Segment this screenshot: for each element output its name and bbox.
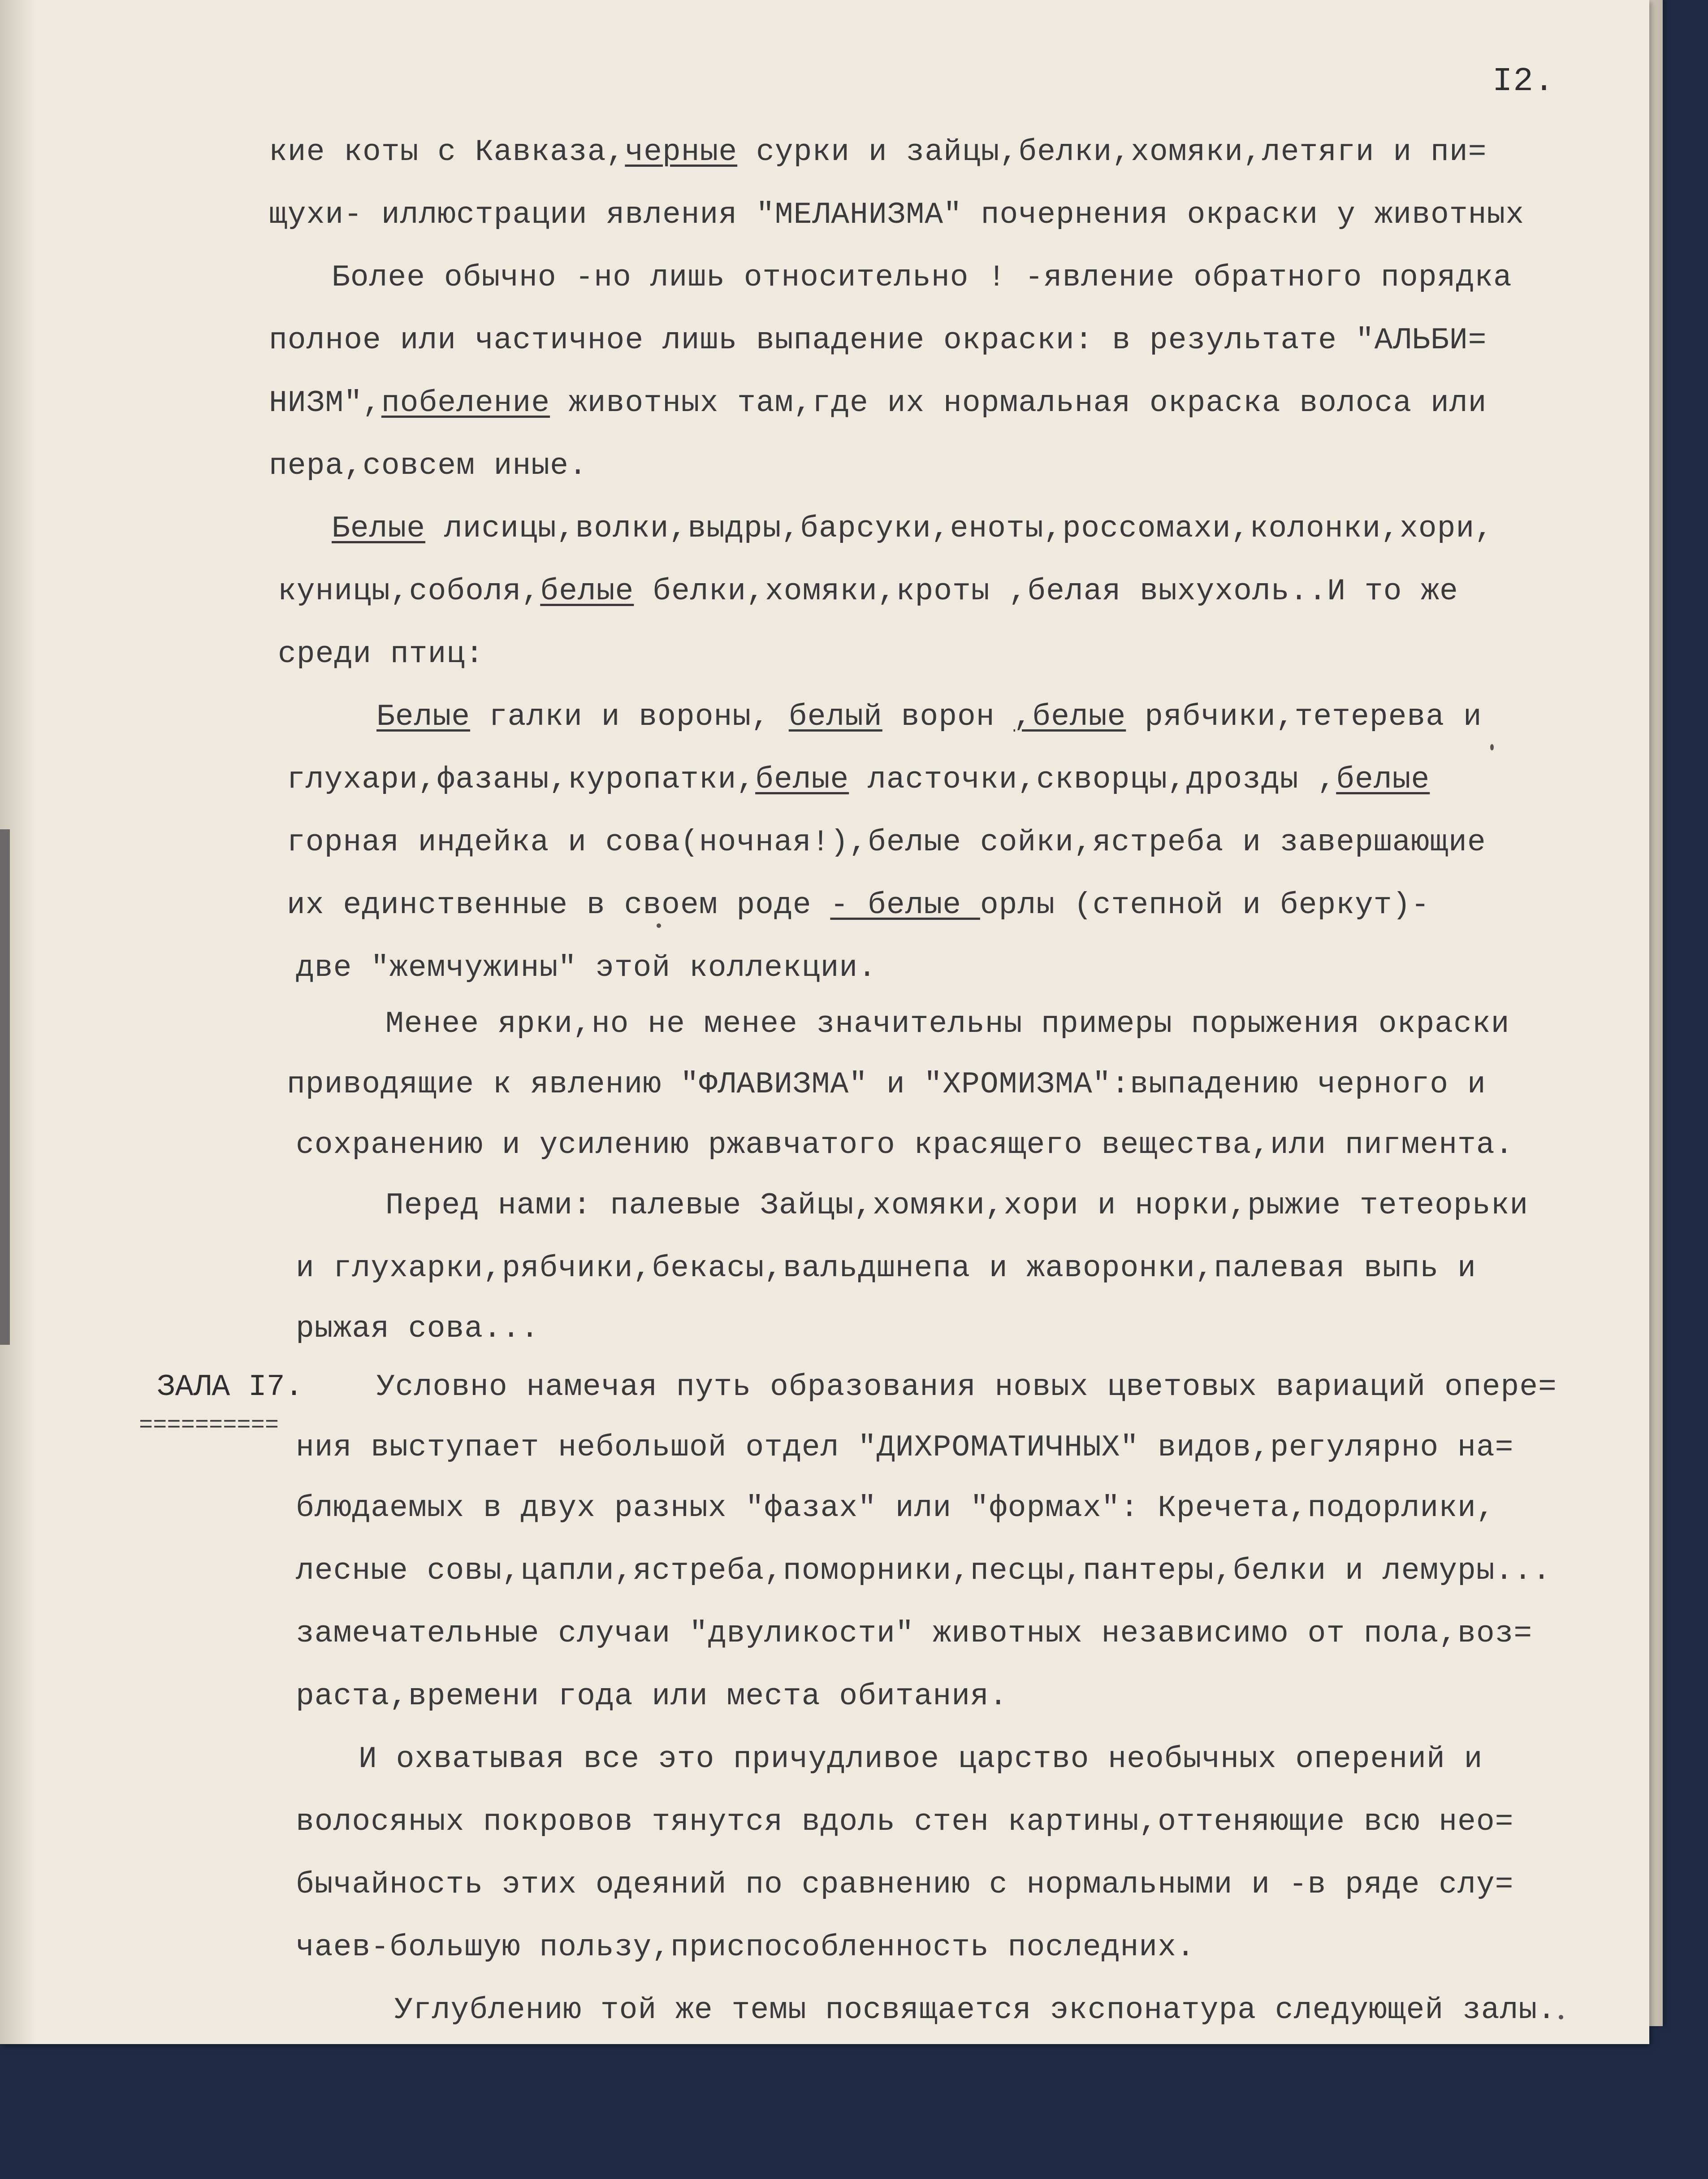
text-segment: среди птиц: (278, 637, 484, 671)
text-segment: приводящие к явлению "ФЛАВИЗМА" и "ХРОМИЗМА":выпадению черного и (287, 1067, 1486, 1102)
underlined-word: белый (788, 700, 882, 734)
text-segment: волосяных покровов тянутся вдоль стен картины,оттеняющие всю нео= (296, 1805, 1514, 1839)
page-number: I2. (1492, 63, 1555, 100)
text-segment: орлы (степной и беркут)- (980, 888, 1430, 923)
text-segment: кие коты с Кавказа, (269, 135, 625, 169)
text-line (296, 1679, 1008, 1715)
text-line (269, 323, 1487, 359)
ink-speck (1490, 744, 1494, 750)
text-line (394, 1993, 1556, 2028)
text-line (287, 1067, 1486, 1103)
text-segment: И охватывая все это причудливое царство необычных оперений и (359, 1742, 1483, 1776)
text-segment: их единственные в своем роде (287, 888, 830, 923)
text-segment: Менее ярки,но не менее значительны примеры порыжения окраски (385, 1007, 1510, 1041)
text-segment: раста,времени года или места обитания. (296, 1679, 1008, 1714)
text-line (332, 260, 1512, 296)
underlined-word: Белые (332, 511, 426, 546)
underlined-word: белые (540, 574, 634, 609)
text-segment: рыжая сова... (296, 1312, 540, 1346)
text-line (385, 1188, 1528, 1224)
text-segment: замечательные случаи "двуликости" животных независимо от пола,воз= (296, 1616, 1533, 1651)
text-segment: ния выступает небольшой отдел "ДИХРОМАТИЧНЫХ" видов,регулярно на= (296, 1430, 1514, 1465)
text-segment: пера,совсем иные. (269, 449, 588, 483)
text-line (359, 1741, 1483, 1777)
text-line (296, 1867, 1513, 1903)
text-segment: животных там,где их нормальная окраска волоса или (550, 386, 1487, 420)
text-segment: Более обычно -но лишь относительно ! -явление обратного порядка (332, 260, 1512, 295)
text-line (269, 386, 1487, 421)
text-segment: Перед нами: палевые Зайцы,хомяки,хори и норки,рыжие тетеорьки (385, 1188, 1529, 1223)
text-line (287, 762, 1430, 798)
text-line (287, 825, 1486, 861)
text-segment: и глухарки,рябчики,бекасы,вальдшнепа и жаворонки,палевая выпь и (296, 1251, 1476, 1286)
text-line (296, 1311, 540, 1347)
text-segment: белки,хомяки,кроты ,белая выхухоль..И то же (634, 574, 1458, 609)
binding-mark (0, 829, 10, 1345)
text-line (385, 1006, 1509, 1042)
text-line (296, 1127, 1513, 1163)
text-line (296, 1804, 1513, 1840)
text-segment: Условно намечая путь образования новых цветовых вариаций опере= (376, 1370, 1557, 1404)
underlined-word: побеление (381, 386, 550, 420)
text-segment: галки и вороны, (470, 700, 789, 734)
underlined-word: Белые (376, 700, 471, 734)
text-segment: лесные совы,цапли,ястреба,поморники,песцы,пантеры,белки и лемуры... (296, 1554, 1552, 1588)
text-line (296, 1251, 1476, 1287)
section-label: ЗАЛА I7. (157, 1370, 303, 1404)
text-line (296, 1616, 1532, 1652)
text-line (376, 1369, 1557, 1405)
text-segment: ласточки,скворцы,дрозды , (849, 762, 1336, 797)
text-segment: блюдаемых в двух разных "фазах" или "формах": Кречета,подорлики, (296, 1491, 1495, 1525)
text-segment: щухи- иллюстрации явления "МЕЛАНИЗМА" почернения окраски у животных (269, 198, 1525, 232)
text-line (278, 637, 484, 672)
text-line (296, 950, 877, 986)
text-line (278, 574, 1458, 610)
underlined-word: ,белые (1013, 700, 1126, 734)
text-line (296, 1430, 1513, 1466)
section-label-rule: ========== (139, 1412, 279, 1438)
text-segment: ворон (882, 700, 1014, 734)
text-segment: глухари,фазаны,куропатки, (287, 762, 756, 797)
text-segment: НИЗМ", (269, 386, 381, 420)
underlined-word: белые (1336, 762, 1430, 797)
underlined-word: белые (755, 762, 849, 797)
text-line (332, 511, 1493, 547)
text-segment: две "жемчужины" этой коллекции. (296, 951, 877, 985)
text-line (296, 1553, 1551, 1589)
underlined-word: черные (625, 135, 738, 169)
ink-speck (657, 923, 661, 928)
text-segment: полное или частичное лишь выпадение окраски: в результате "АЛЬБИ= (269, 323, 1487, 358)
text-line (287, 888, 1430, 923)
ink-speck (1559, 2015, 1563, 2019)
text-segment: куницы,соболя, (278, 574, 541, 609)
text-segment: сурки и зайцы,белки,хомяки,летяги и пи= (737, 135, 1487, 169)
underlined-word: - белые (830, 888, 980, 923)
text-segment: Углублению той же темы посвящается экспонатура следующей залы. (394, 1993, 1557, 2027)
text-segment: чаев-большую пользу,приспособленность последних. (296, 1930, 1195, 1965)
text-line (296, 1930, 1195, 1966)
text-segment: лисицы,волки,выдры,барсуки,еноты,россомахи,колонки,хори, (425, 511, 1494, 546)
text-line (376, 699, 1482, 735)
text-line (269, 134, 1487, 170)
text-line (269, 197, 1524, 233)
text-line (269, 448, 588, 484)
text-line (296, 1490, 1495, 1526)
text-segment: сохранению и усилению ржавчатого красящего вещества,или пигмента. (296, 1128, 1514, 1162)
text-segment: бычайность этих одеяний по сравнению с нормальными и -в ряде слу= (296, 1867, 1514, 1902)
text-segment: рябчики,тетерева и (1126, 700, 1482, 734)
text-segment: горная индейка и сова(ночная!),белые сойки,ястреба и завершающие (287, 825, 1486, 860)
